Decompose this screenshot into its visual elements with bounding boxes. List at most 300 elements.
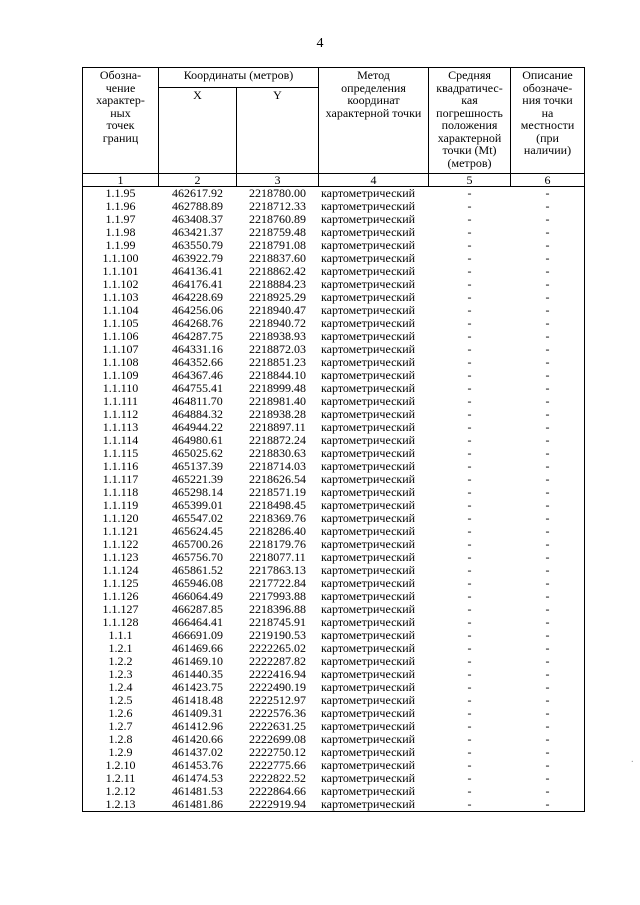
method: картометрический xyxy=(321,577,416,590)
table-row xyxy=(83,642,585,655)
method: картометрический xyxy=(321,434,416,447)
method: картометрический xyxy=(321,408,416,421)
x-coordinate: 461440.35 xyxy=(172,668,223,681)
table-row xyxy=(83,395,585,408)
method: картометрический xyxy=(321,252,416,265)
mean-error: - xyxy=(467,200,472,213)
table-row xyxy=(83,356,585,369)
x-coordinate: 465624.45 xyxy=(172,525,223,538)
mean-error: - xyxy=(467,317,472,330)
point-id: 1.1.112 xyxy=(83,408,159,421)
method: картометрический xyxy=(321,460,416,473)
description: - xyxy=(511,772,585,785)
mean-error: - xyxy=(467,616,472,629)
description: - xyxy=(511,603,585,616)
point-id: 1.1.121 xyxy=(83,525,159,538)
table-row xyxy=(83,564,585,577)
method: картометрический xyxy=(321,239,416,252)
method: картометрический xyxy=(321,291,416,304)
y-coordinate: 2218999.48 xyxy=(249,382,306,395)
page-number: 4 xyxy=(316,36,324,51)
y-coordinate: 2217863.13 xyxy=(249,564,306,577)
table-row xyxy=(83,590,585,603)
mean-error: - xyxy=(429,798,511,812)
method: картометрический xyxy=(321,551,416,564)
x-coordinate: 464256.06 xyxy=(172,304,223,317)
point-id: 1.2.3 xyxy=(83,668,159,681)
mean-error: - xyxy=(467,252,472,265)
point-id: 1.1.109 xyxy=(83,369,159,382)
method: картометрический xyxy=(321,785,416,798)
description: - xyxy=(511,265,585,278)
column-number: 2 xyxy=(159,174,237,187)
point-id: 1.1.110 xyxy=(83,382,159,395)
table-row xyxy=(83,603,585,616)
x-coordinate: 461469.66 xyxy=(172,642,223,655)
point-id: 1.1.107 xyxy=(83,343,159,356)
header-coordinates: Координаты (метров) xyxy=(159,68,319,88)
method: картометрический xyxy=(321,447,416,460)
method: картометрический xyxy=(321,473,416,486)
point-id: 1.2.5 xyxy=(83,694,159,707)
description: - xyxy=(511,564,585,577)
table-row xyxy=(83,252,585,265)
x-coordinate: 465137.39 xyxy=(172,460,223,473)
y-coordinate: 2222287.82 xyxy=(249,655,306,668)
description: - xyxy=(511,226,585,239)
table-row xyxy=(83,577,585,590)
mean-error: - xyxy=(467,707,472,720)
method: картометрический xyxy=(321,265,416,278)
table-row xyxy=(83,278,585,291)
table-row xyxy=(83,759,585,772)
description: - xyxy=(511,447,585,460)
x-coordinate: 465025.62 xyxy=(172,447,223,460)
y-coordinate: 2218571.19 xyxy=(249,486,306,499)
x-coordinate: 464367.46 xyxy=(172,369,223,382)
y-coordinate: 2218938.93 xyxy=(249,330,306,343)
x-coordinate: 461474.53 xyxy=(172,772,223,785)
y-coordinate: 2218940.72 xyxy=(249,317,306,330)
x-coordinate: 465756.70 xyxy=(172,551,223,564)
table-row xyxy=(83,460,585,473)
mean-error: - xyxy=(467,785,472,798)
mean-error: - xyxy=(467,434,472,447)
table-row xyxy=(83,616,585,629)
description: - xyxy=(511,421,585,434)
header-error: Средняя квадратичес- кая погрешность положения характерной точки (Mt) (метров) xyxy=(429,68,511,174)
table-row xyxy=(83,304,585,317)
point-id: 1.1.99 xyxy=(83,239,159,252)
description: - xyxy=(511,655,585,668)
point-id: 1.1.115 xyxy=(83,447,159,460)
x-coordinate: 466287.85 xyxy=(172,603,223,616)
table-row xyxy=(83,525,585,538)
mean-error: - xyxy=(467,525,472,538)
x-coordinate: 465700.26 xyxy=(172,538,223,551)
x-coordinate: 466464.41 xyxy=(172,616,223,629)
point-id: 1.2.11 xyxy=(83,772,159,785)
y-coordinate: 2218179.76 xyxy=(249,538,306,551)
method: картометрический xyxy=(321,200,416,213)
description: - xyxy=(511,486,585,499)
x-coordinate: 464811.70 xyxy=(172,395,223,408)
x-coordinate: 463408.37 xyxy=(172,213,223,226)
y-coordinate: 2218897.11 xyxy=(249,421,306,434)
description: - xyxy=(511,616,585,629)
y-coordinate: 2218759.48 xyxy=(249,226,306,239)
x-coordinate: 465399.01 xyxy=(172,499,223,512)
x-coordinate: 465946.08 xyxy=(172,577,223,590)
y-coordinate: 2218498.45 xyxy=(249,499,306,512)
scan-edge-mark: · xyxy=(630,757,634,768)
method: картометрический xyxy=(321,720,416,733)
x-coordinate: 464980.61 xyxy=(172,434,223,447)
description: - xyxy=(511,382,585,395)
mean-error: - xyxy=(467,694,472,707)
point-id: 1.1.128 xyxy=(83,616,159,629)
method: картометрический xyxy=(321,746,416,759)
table-row xyxy=(83,538,585,551)
point-id: 1.1.113 xyxy=(83,421,159,434)
y-coordinate: 2222822.52 xyxy=(249,772,306,785)
method: картометрический xyxy=(321,356,416,369)
table-row xyxy=(83,681,585,694)
description: - xyxy=(511,525,585,538)
description: - xyxy=(511,668,585,681)
description: - xyxy=(511,733,585,746)
description: - xyxy=(511,317,585,330)
y-coordinate: 2218791.08 xyxy=(249,239,306,252)
method: картометрический xyxy=(321,629,416,642)
mean-error: - xyxy=(467,538,472,551)
y-coordinate: 2218745.91 xyxy=(249,616,306,629)
point-id: 1.1.122 xyxy=(83,538,159,551)
y-coordinate: 2218938.28 xyxy=(249,408,306,421)
x-coordinate: 463421.37 xyxy=(172,226,223,239)
mean-error: - xyxy=(467,720,472,733)
y-coordinate: 2218844.10 xyxy=(249,369,306,382)
mean-error: - xyxy=(467,577,472,590)
y-coordinate: 2218925.29 xyxy=(249,291,306,304)
table-row xyxy=(83,499,585,512)
method: картометрический xyxy=(321,590,416,603)
description: - xyxy=(511,356,585,369)
description: - xyxy=(511,395,585,408)
point-id: 1.1.120 xyxy=(83,512,159,525)
method: картометрический xyxy=(321,186,416,200)
point-id: 1.1.96 xyxy=(83,200,159,213)
mean-error: - xyxy=(467,668,472,681)
coordinates-table xyxy=(82,67,585,812)
table-row xyxy=(83,291,585,304)
description: - xyxy=(511,538,585,551)
y-coordinate: 2218626.54 xyxy=(249,473,306,486)
y-coordinate: 2222919.94 xyxy=(237,798,319,812)
y-coordinate: 2222512.97 xyxy=(249,694,306,707)
x-coordinate: 461418.48 xyxy=(172,694,223,707)
header-x: X xyxy=(159,88,237,174)
y-coordinate: 2218872.24 xyxy=(249,434,306,447)
y-coordinate: 2218714.03 xyxy=(249,460,306,473)
point-id: 1.1.108 xyxy=(83,356,159,369)
point-id: 1.1.124 xyxy=(83,564,159,577)
description: - xyxy=(511,291,585,304)
table-row xyxy=(83,434,585,447)
method: картометрический xyxy=(321,421,416,434)
description: - xyxy=(511,551,585,564)
x-coordinate: 464287.75 xyxy=(172,330,223,343)
point-id: 1.2.10 xyxy=(83,759,159,772)
method: картометрический xyxy=(321,642,416,655)
description: - xyxy=(511,499,585,512)
x-coordinate: 461481.53 xyxy=(172,785,223,798)
y-coordinate: 2218369.76 xyxy=(249,512,306,525)
mean-error: - xyxy=(467,460,472,473)
y-coordinate: 2218862.42 xyxy=(249,265,306,278)
x-coordinate: 464352.66 xyxy=(172,356,223,369)
table-row xyxy=(83,213,585,226)
column-number: 5 xyxy=(429,174,511,187)
method: картометрический xyxy=(321,317,416,330)
y-coordinate: 2222490.19 xyxy=(249,681,306,694)
y-coordinate: 2218077.11 xyxy=(249,551,306,564)
x-coordinate: 464176.41 xyxy=(172,278,223,291)
method: картометрический xyxy=(321,525,416,538)
x-coordinate: 464755.41 xyxy=(172,382,223,395)
x-coordinate: 461412.96 xyxy=(172,720,223,733)
method: картометрический xyxy=(321,759,416,772)
point-id: 1.1.106 xyxy=(83,330,159,343)
header-point-designation: Обозна- чение характер- ных точек границ xyxy=(83,68,159,174)
method: картометрический xyxy=(321,395,416,408)
method: картометрический xyxy=(319,798,429,812)
header-y: Y xyxy=(237,88,319,174)
x-coordinate: 461420.66 xyxy=(172,733,223,746)
description: - xyxy=(511,759,585,772)
table-row xyxy=(83,408,585,421)
table-row xyxy=(83,629,585,642)
mean-error: - xyxy=(467,226,472,239)
x-coordinate: 461469.10 xyxy=(172,655,223,668)
description: - xyxy=(511,434,585,447)
y-coordinate: 2222631.25 xyxy=(249,720,306,733)
y-coordinate: 2217993.88 xyxy=(249,590,306,603)
table-row xyxy=(83,330,585,343)
table-row xyxy=(83,486,585,499)
table-row xyxy=(83,187,585,201)
point-id: 1.1.116 xyxy=(83,460,159,473)
description: - xyxy=(511,239,585,252)
description: - xyxy=(511,746,585,759)
method: картометрический xyxy=(321,278,416,291)
mean-error: - xyxy=(467,304,472,317)
method: картометрический xyxy=(321,681,416,694)
point-id: 1.2.1 xyxy=(83,642,159,655)
mean-error: - xyxy=(467,369,472,382)
mean-error: - xyxy=(467,499,472,512)
point-id: 1.1.114 xyxy=(83,434,159,447)
table-row xyxy=(83,226,585,239)
description: - xyxy=(511,213,585,226)
table-row xyxy=(83,473,585,486)
mean-error: - xyxy=(467,772,472,785)
point-id: 1.1.101 xyxy=(83,265,159,278)
description: - xyxy=(511,707,585,720)
point-id: 1.1.117 xyxy=(83,473,159,486)
method: картометрический xyxy=(321,343,416,356)
mean-error: - xyxy=(467,603,472,616)
table-header xyxy=(83,68,585,174)
x-coordinate: 462788.89 xyxy=(172,200,223,213)
method: картометрический xyxy=(321,499,416,512)
x-coordinate: 464228.69 xyxy=(172,291,223,304)
table-row xyxy=(83,694,585,707)
header-description: Описание обозначе- ния точки на местности (при наличии) xyxy=(511,68,585,174)
description: - xyxy=(511,200,585,213)
description: - xyxy=(511,187,585,201)
y-coordinate: 2222416.94 xyxy=(249,668,306,681)
method: картометрический xyxy=(321,564,416,577)
mean-error: - xyxy=(467,330,472,343)
y-coordinate: 2222576.36 xyxy=(249,707,306,720)
x-coordinate: 464331.16 xyxy=(172,343,223,356)
description: - xyxy=(511,512,585,525)
y-coordinate: 2222775.66 xyxy=(249,759,306,772)
table-row xyxy=(83,382,585,395)
table-row xyxy=(83,369,585,382)
table-row xyxy=(83,551,585,564)
table-row xyxy=(83,200,585,213)
point-id: 1.1.100 xyxy=(83,252,159,265)
mean-error: - xyxy=(467,356,472,369)
column-number: 3 xyxy=(237,174,319,187)
table-row xyxy=(83,720,585,733)
description: - xyxy=(511,278,585,291)
description: - xyxy=(511,252,585,265)
y-coordinate: 2218286.40 xyxy=(249,525,306,538)
method: картометрический xyxy=(321,486,416,499)
description: - xyxy=(511,577,585,590)
mean-error: - xyxy=(467,681,472,694)
y-coordinate: 2222265.02 xyxy=(249,642,306,655)
mean-error: - xyxy=(467,590,472,603)
point-id: 1.2.2 xyxy=(83,655,159,668)
x-coordinate: 465547.02 xyxy=(172,512,223,525)
mean-error: - xyxy=(467,733,472,746)
mean-error: - xyxy=(467,408,472,421)
table-row xyxy=(83,343,585,356)
y-coordinate: 2218981.40 xyxy=(249,395,306,408)
description: - xyxy=(511,798,585,812)
point-id: 1.2.8 xyxy=(83,733,159,746)
mean-error: - xyxy=(467,551,472,564)
table-row xyxy=(83,668,585,681)
x-coordinate: 466064.49 xyxy=(172,590,223,603)
point-id: 1.2.7 xyxy=(83,720,159,733)
point-id: 1.1.111 xyxy=(83,395,159,408)
table-row xyxy=(83,239,585,252)
point-id: 1.1.118 xyxy=(83,486,159,499)
mean-error: - xyxy=(467,642,472,655)
y-coordinate: 2217722.84 xyxy=(249,577,306,590)
method: картометрический xyxy=(321,382,416,395)
table-row xyxy=(83,512,585,525)
y-coordinate: 2222864.66 xyxy=(249,785,306,798)
y-coordinate: 2218780.00 xyxy=(249,186,306,200)
point-id: 1.1.98 xyxy=(83,226,159,239)
description: - xyxy=(511,694,585,707)
column-number: 1 xyxy=(83,174,159,187)
x-coordinate: 463922.79 xyxy=(172,252,223,265)
method: картометрический xyxy=(321,512,416,525)
y-coordinate: 2218851.23 xyxy=(249,356,306,369)
x-coordinate: 465221.39 xyxy=(172,473,223,486)
column-number-row xyxy=(83,174,585,187)
table-row xyxy=(83,785,585,798)
description: - xyxy=(511,642,585,655)
y-coordinate: 2218884.23 xyxy=(249,278,306,291)
method: картометрический xyxy=(321,213,416,226)
method: картометрический xyxy=(321,655,416,668)
point-id: 1.1.102 xyxy=(83,278,159,291)
y-coordinate: 2218760.89 xyxy=(249,213,306,226)
table-row xyxy=(83,707,585,720)
table-row xyxy=(83,265,585,278)
table-row xyxy=(83,746,585,759)
y-coordinate: 2218837.60 xyxy=(249,252,306,265)
y-coordinate: 2218940.47 xyxy=(249,304,306,317)
y-coordinate: 2222750.12 xyxy=(249,746,306,759)
x-coordinate: 464136.41 xyxy=(172,265,223,278)
mean-error: - xyxy=(467,239,472,252)
y-coordinate: 2218830.63 xyxy=(249,447,306,460)
table-row xyxy=(83,733,585,746)
method: картометрический xyxy=(321,226,416,239)
description: - xyxy=(511,629,585,642)
x-coordinate: 462617.92 xyxy=(172,186,223,200)
mean-error: - xyxy=(467,395,472,408)
description: - xyxy=(511,408,585,421)
mean-error: - xyxy=(467,512,472,525)
x-coordinate: 461423.75 xyxy=(172,681,223,694)
point-id: 1.1.103 xyxy=(83,291,159,304)
header-method: Метод определения координат характерной точки xyxy=(319,68,429,174)
table-row xyxy=(83,798,585,812)
point-id: 1.2.12 xyxy=(83,785,159,798)
mean-error: - xyxy=(467,629,472,642)
table-row xyxy=(83,772,585,785)
mean-error: - xyxy=(467,213,472,226)
table-body xyxy=(83,187,585,812)
description: - xyxy=(511,369,585,382)
x-coordinate: 461437.02 xyxy=(172,746,223,759)
mean-error: - xyxy=(467,759,472,772)
point-id: 1.1.125 xyxy=(83,577,159,590)
table-row xyxy=(83,447,585,460)
point-id: 1.2.6 xyxy=(83,707,159,720)
method: картометрический xyxy=(321,772,416,785)
y-coordinate: 2218872.03 xyxy=(249,343,306,356)
mean-error: - xyxy=(467,278,472,291)
mean-error: - xyxy=(467,564,472,577)
method: картометрический xyxy=(321,707,416,720)
method: картометрический xyxy=(321,616,416,629)
y-coordinate: 2219190.53 xyxy=(249,629,306,642)
description: - xyxy=(511,330,585,343)
x-coordinate: 461453.76 xyxy=(172,759,223,772)
description: - xyxy=(511,720,585,733)
